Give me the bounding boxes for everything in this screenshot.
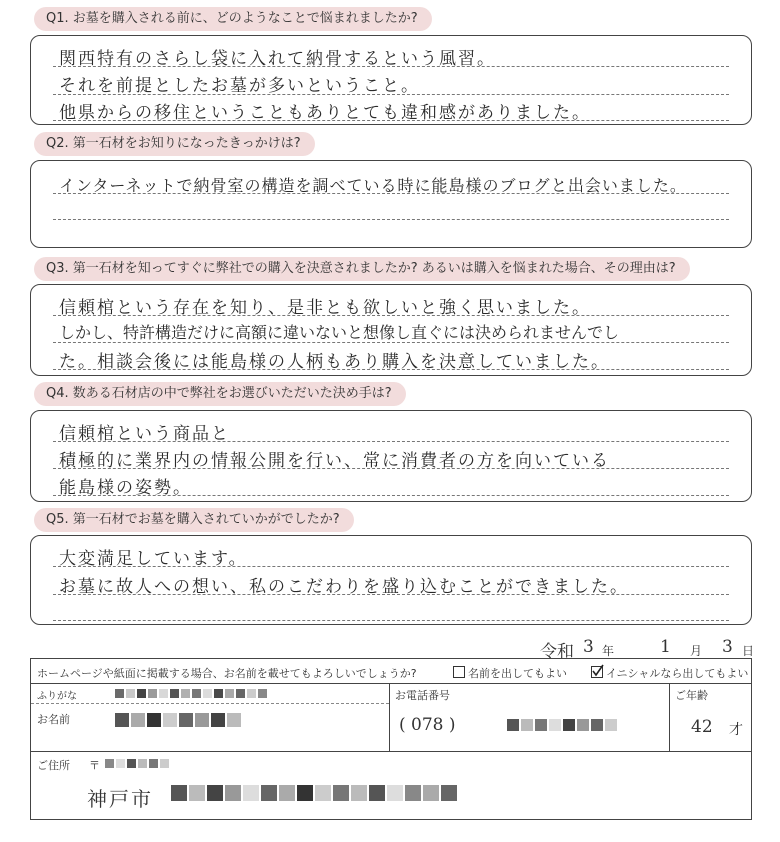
q4-label: Q4. 数ある石材店の中で弊社をお選びいただいた決め手は? [34,382,406,406]
q1-answer-line-2: それを前提としたお墓が多いということ。 [59,76,420,96]
date-year: 3 [583,637,594,657]
date-day-unit: 日 [742,644,755,658]
phone-number: ( 078 ) [399,715,456,735]
q3-answer-line-3: た。相談会後には能島様の人柄もあり購入を決意していました。 [59,352,610,372]
q2-answer-box [30,160,752,248]
q2-answer-line-1: インターネットで納骨室の構造を調べている時に能島様のブログと出会いました。 [59,176,687,195]
date-month-unit: 月 [690,644,703,658]
phone-redacted [507,719,617,731]
q5-answer-line-1: 大変満足しています。 [59,549,248,569]
q5-answer-line-2: お墓に故人への想い、私のこだわりを盛り込むことができました。 [59,577,629,597]
age-label: ご年齢 [675,689,708,702]
date-month: 1 [660,637,671,657]
full-name-option-label: 名前を出してもよい [468,667,567,680]
q1-answer-line-1: 関西特有のさらし袋に入れて納骨するという風習。 [59,49,496,69]
q3-answer-box [30,284,752,376]
q3-label: Q3. 第一石材を知ってすぐに弊社での購入を決意されましたか? あるいは購入を悩まれた場合、その理由は? [34,257,690,281]
furigana-label: ふりがな [37,691,77,702]
postal-mark: 〒 [89,759,100,772]
q3-answer-line-2: しかし、特許構造だけに高額に違いないと想像し直ぐには決められませんでし [59,323,620,342]
consent-question: ホームページや紙面に掲載する場合、お名前を載せてもよろしいでしょうか? [37,667,417,680]
q1-answer-line-3: 他県からの移住ということもありとても違和感がありました。 [59,103,591,123]
check-mark-icon [591,664,605,678]
initials-checkbox[interactable] [591,666,603,678]
initials-option-label: イニシャルなら出してもよい [606,667,749,680]
contact-form [30,658,752,820]
phone-label: お電話番号 [395,689,450,702]
name-label: お名前 [37,713,70,726]
q4-answer-line-2: 積極的に業界内の情報公開を行い、常に消費者の方を向いている [59,451,610,471]
age-unit: 才 [729,722,743,738]
q4-answer-line-1: 信頼棺という商品と [59,424,230,444]
date-year-unit: 年 [602,644,615,658]
address-city: 神戸市 [87,787,153,811]
age-value: 42 [691,717,713,737]
q3-answer-line-1: 信頼棺という存在を知り、是非とも欲しいと強く思いました。 [59,298,591,318]
q5-answer-box [30,535,752,625]
date-era: 令和 [540,642,574,662]
q5-label: Q5. 第一石材でお墓を購入されていかがでしたか? [34,508,354,532]
full-name-checkbox[interactable] [453,666,465,678]
postal-code-redacted [105,759,169,768]
furigana-redacted [115,689,267,698]
q4-answer-line-3: 能島様の姿勢。 [59,478,192,498]
address-redacted [171,785,457,801]
address-label: ご住所 [37,759,70,772]
q1-answer-box [30,35,752,125]
date-day: 3 [722,637,733,657]
phone-area-code: 078 [411,715,444,735]
q1-label: Q1. お墓を購入される前に、どのようなことで悩まれましたか? [34,7,432,31]
q2-label: Q2. 第一石材をお知りになったきっかけは? [34,132,315,156]
q4-answer-box [30,410,752,502]
name-redacted [115,713,241,727]
